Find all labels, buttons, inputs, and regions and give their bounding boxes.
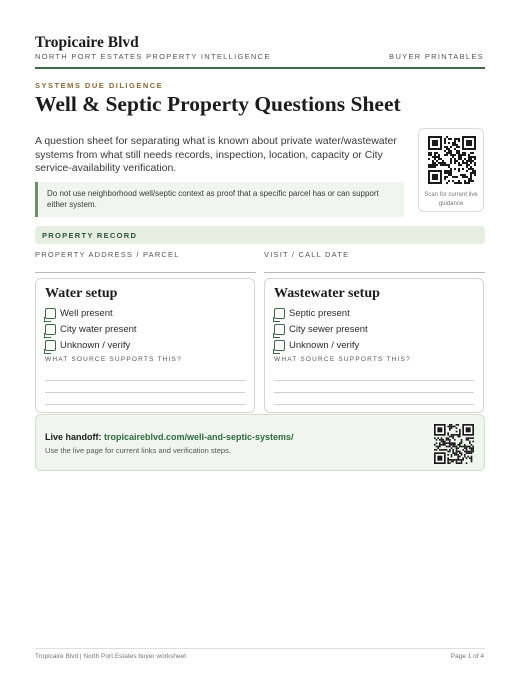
writing-line[interactable] — [274, 392, 474, 393]
option-label: Septic present — [289, 307, 350, 319]
writing-line[interactable] — [45, 404, 245, 405]
handoff-label: Live handoff: — [45, 432, 104, 442]
source-label: WHAT SOURCE SUPPORTS THIS? — [274, 356, 411, 363]
option-label: Unknown / verify — [289, 339, 360, 351]
footer-text: Tropicaire Blvd | North Port Estates buyer worksheet — [35, 653, 187, 660]
option-well-present[interactable] — [45, 307, 113, 319]
address-field-label: PROPERTY ADDRESS / PARCEL — [35, 250, 180, 259]
checkbox-icon[interactable] — [45, 308, 56, 319]
qr-card — [418, 128, 484, 212]
intro-paragraph: A question sheet for separating what is known about private water/wastewater systems from what still needs records, inspection, location, capacity or City service-availability verification. — [35, 135, 397, 174]
qr-code-icon — [428, 136, 476, 184]
writing-line[interactable] — [45, 380, 245, 381]
brand-subtitle: NORTH PORT ESTATES PROPERTY INTELLIGENCE — [35, 52, 271, 61]
option-unknown-verify[interactable] — [274, 339, 359, 351]
wastewater-setup-card — [264, 278, 484, 413]
option-unknown-verify[interactable] — [45, 339, 130, 351]
writing-line[interactable] — [274, 380, 474, 381]
option-septic-present[interactable] — [274, 307, 350, 319]
handoff-line — [45, 432, 294, 442]
option-city-water-present[interactable] — [45, 323, 137, 335]
brand-title: Tropicaire Blvd — [35, 34, 139, 51]
source-label: WHAT SOURCE SUPPORTS THIS? — [45, 356, 182, 363]
date-field-label: VISIT / CALL DATE — [264, 250, 350, 259]
writing-line[interactable] — [274, 404, 474, 405]
option-city-sewer-present[interactable] — [274, 323, 368, 335]
writing-line[interactable] — [45, 392, 245, 393]
checkbox-icon[interactable] — [45, 324, 56, 335]
page-title: Well & Septic Property Questions Sheet — [35, 92, 401, 116]
property-record-heading: PROPERTY RECORD — [35, 226, 485, 244]
wastewater-setup-title: Wastewater setup — [274, 286, 380, 301]
page-number: Page 1 of 4 — [450, 653, 484, 660]
section-eyebrow: SYSTEMS DUE DILIGENCE — [35, 81, 164, 90]
qr-caption: Scan for current live guidance — [424, 192, 478, 207]
checkbox-icon[interactable] — [274, 308, 285, 319]
header-divider — [35, 67, 485, 69]
option-label: City water present — [60, 323, 137, 335]
checkbox-icon[interactable] — [274, 324, 285, 335]
option-label: City sewer present — [289, 323, 368, 335]
checkbox-icon[interactable] — [45, 340, 56, 351]
handoff-subtext: Use the live page for current links and verification steps. — [45, 446, 231, 455]
buyer-printables-label: BUYER PRINTABLES — [389, 52, 484, 61]
water-setup-card — [35, 278, 255, 413]
disclaimer-note: Do not use neighborhood well/septic context as proof that a specific parcel has or can support either system. — [35, 182, 404, 217]
option-label: Unknown / verify — [60, 339, 131, 351]
live-handoff-panel — [35, 414, 485, 471]
date-field-line[interactable] — [264, 272, 485, 273]
address-field-line[interactable] — [35, 272, 256, 273]
qr-code-icon — [434, 424, 474, 464]
handoff-link[interactable]: tropicaireblvd.com/well-and-septic-systems/ — [104, 432, 294, 442]
water-setup-title: Water setup — [45, 286, 118, 301]
checkbox-icon[interactable] — [274, 340, 285, 351]
option-label: Well present — [60, 307, 113, 319]
footer-divider — [35, 648, 485, 649]
